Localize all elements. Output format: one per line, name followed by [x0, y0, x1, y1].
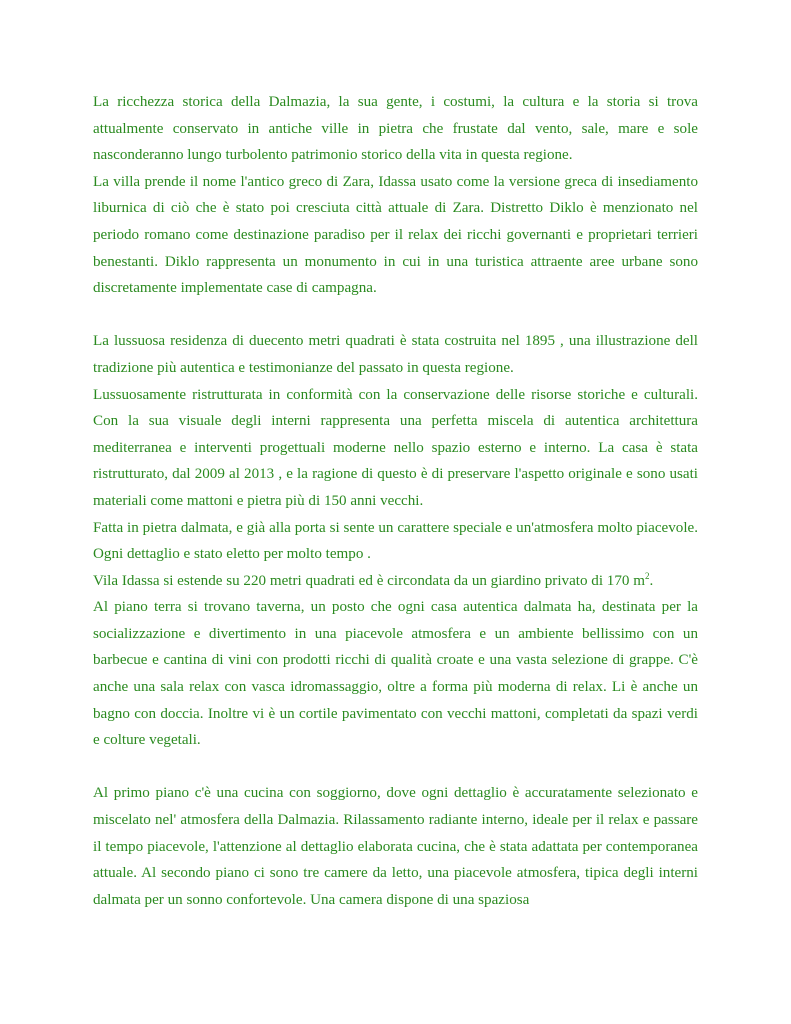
document-page — [93, 89, 698, 913]
paragraph-first-floor: Al primo piano c'è una cucina con soggiorno, dove ogni dettaglio è accuratamente selezionato e miscelato nel' atmosfera della Dalmazia. Rilassamento radiante interno, ideale per il relax e passare il tempo piacevole, l'attenzione al dettaglio elaborata cucina, che è stata adattata per contemporanea attuale. Al secondo piano ci sono tre camere da letto, una piacevole atmosfera, tipica degli interni dalmata per un sonno confortevole. Una camera dispone di una spaziosa — [93, 785, 698, 908]
area-text: Vila Idassa si estende su 220 metri quadrati ed è circondata da un giardino privato di 170 m — [93, 572, 645, 589]
paragraph-villa-name: La villa prende il nome l'antico greco di Zara, Idassa usato come la versione greca di insediamento liburnica di ciò che è stato poi cresciuta città attuale di Zara. Distretto Diklo è menzionato nel periodo romano come destinazione paradiso per il relax dei ricchi governanti e proprietari terrieri benestanti. Diklo rappresenta un monumento in cui in una turistica attraente aree urbane sono discretamente implementate case di campagna. — [93, 173, 698, 297]
paragraph-dalmatian-stone: Fatta in pietra dalmata, e già alla porta si sente un carattere speciale e un'atmosfera molto piacevole. Ogni dettaglio e stato eletto per molto tempo . — [93, 519, 698, 563]
area-suffix: . — [649, 572, 654, 589]
paragraph-ground-floor: Al piano terra si trovano taverna, un posto che ogni casa autentica dalmata ha, destinata per la socializzazione e divertimento in una piacevole atmosfera e un ambiente bellissimo con un barbecue e cantina di vini con prodotti ricchi di qualità croate e una vasta selezione di grappe. C'è anche una sala relax con vasca idromassaggio, oltre a forma più moderna di relax. Li è anche un bagno con doccia. Inoltre vi è un cortile pavimentato con vecchi mattoni, completati da spazi verdi e colture vegetali. — [93, 599, 698, 749]
paragraph-area — [93, 568, 698, 595]
paragraph-gap — [93, 302, 698, 329]
paragraph-renovation: Lussuosamente ristrutturata in conformità con la conservazione delle risorse storiche e culturali. Con la sua visuale degli interni rappresenta una perfetta miscela di autentica architettura mediterranea e interventi progettuali moderne nello spazio esterno e interno. La casa è stata ristrutturato, dal 2009 al 2013 , e la ragione di questo è di preservare l'aspetto originale e sono usati materiali come mattoni e pietra più di 150 anni vecchi. — [93, 386, 698, 509]
paragraph-residence-1895: La lussuosa residenza di duecento metri quadrati è stata costruita nel 1895 , una illustrazione dell tradizione più autentica e testimonianze del passato in questa regione. — [93, 333, 698, 376]
paragraph-dalmatia-heritage: La ricchezza storica della Dalmazia, la sua gente, i costumi, la cultura e la storia si trova attualmente conservato in antiche ville in pietra che frustate dal vento, sale, mare e sole nasconderanno lungo turbolento patrimonio storico della vita in questa regione. — [93, 94, 698, 164]
area-superscript: 2 — [644, 570, 650, 581]
paragraph-gap — [93, 754, 698, 781]
